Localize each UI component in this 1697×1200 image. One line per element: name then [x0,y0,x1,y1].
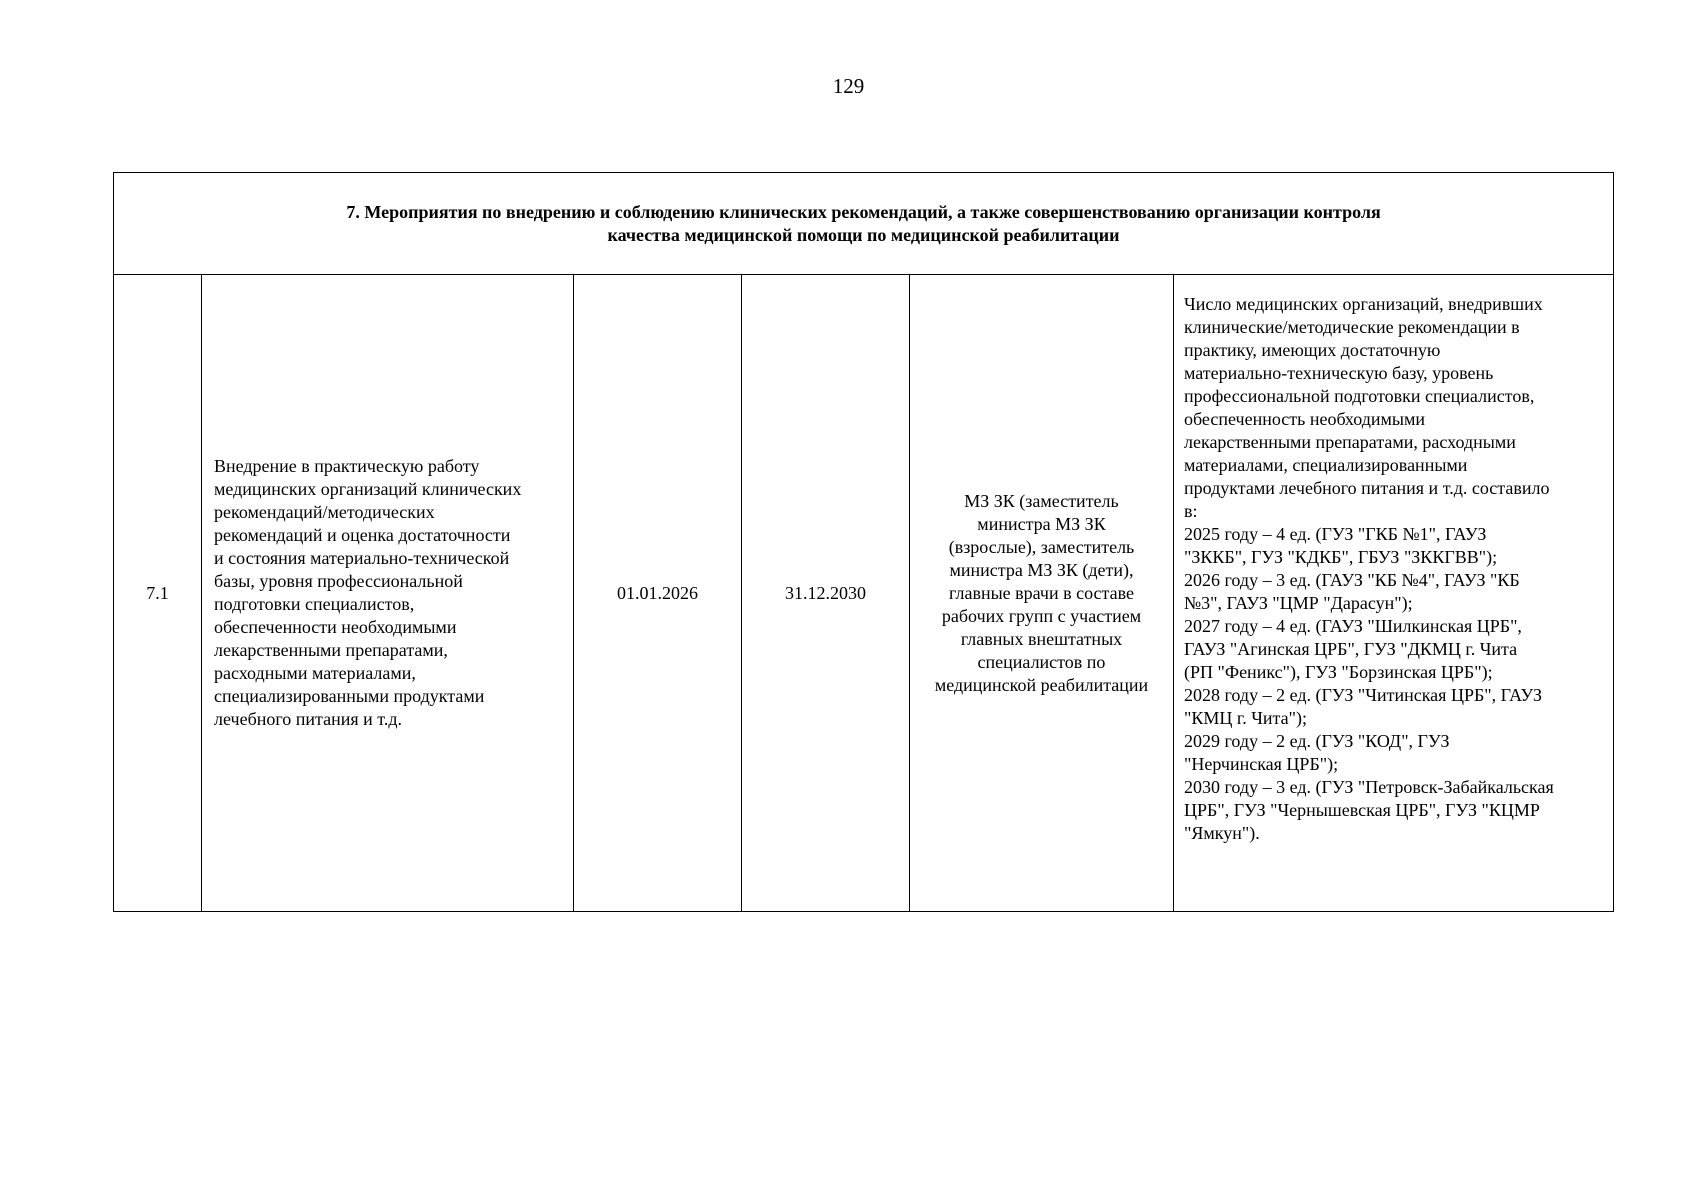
result-line: ГАУЗ "Агинская ЦРБ", ГУЗ "ДКМЦ г. Чита [1184,639,1518,659]
measures-table [113,172,1614,912]
responsible-line: министра МЗ ЗК [977,513,1106,534]
description-line: медицинских организаций клинических [214,479,522,499]
description-line: рекомендаций и оценка достаточности [214,525,511,545]
result-line: "ЗККБ", ГУЗ "КДКБ", ГБУЗ "ЗККГВВ"); [1184,547,1498,567]
end-date: 31.12.2030 [742,275,910,912]
result-line: 2026 году – 3 ед. (ГАУЗ "КБ №4", ГАУЗ "КБ [1184,570,1520,590]
description-line: подготовки специалистов, [214,594,415,614]
description-line: и состояния материально-технической [214,548,510,568]
page-number: 129 [832,74,865,98]
responsible-line: главных внештатных [960,628,1123,649]
responsible-line: главные врачи в составе [949,582,1134,603]
expected-result [1174,275,1614,912]
description-line: рекомендаций/методических [214,502,435,522]
table-row [114,275,1614,912]
result-line: 2030 году – 3 ед. (ГУЗ "Петровск-Забайкальская [1184,777,1554,797]
result-line: №3", ГАУЗ "ЦМР "Дарасун"); [1184,593,1413,613]
section-title-line: качества медицинской помощи по медицинской реабилитации [607,224,1120,245]
result-line: обеспеченность необходимыми [1184,409,1426,429]
responsible-line: (взрослые), заместитель [948,536,1135,557]
result-line: 2027 году – 4 ед. (ГАУЗ "Шилкинская ЦРБ", [1184,616,1522,636]
result-line: продуктами лечебного питания и т.д. составило [1184,478,1550,498]
result-line: клинические/методические рекомендации в [1184,317,1520,337]
description-line: Внедрение в практическую работу [214,456,480,476]
responsible-line: специалистов по [977,651,1106,672]
result-line: (РП "Феникс"), ГУЗ "Борзинская ЦРБ"); [1184,662,1493,682]
description-line: базы, уровня профессиональной [214,571,463,591]
result-line: "Ямкун"). [1184,823,1260,843]
responsible-line: медицинской реабилитации [934,674,1149,695]
description-line: обеспеченности необходимыми [214,617,457,637]
result-line: ЦРБ", ГУЗ "Чернышевская ЦРБ", ГУЗ "КЦМР [1184,800,1540,820]
responsible-line: рабочих групп с участием [941,605,1142,626]
section-title-line: 7. Мероприятия по внедрению и соблюдению клинических рекомендаций, а также совершенствованию организации контроля [346,201,1381,222]
result-line: Число медицинских организаций, внедривших [1184,294,1543,314]
result-line: в: [1184,501,1198,521]
result-line: 2029 году – 2 ед. (ГУЗ "КОД", ГУЗ [1184,731,1450,751]
responsible-line: МЗ ЗК (заместитель [964,490,1119,511]
description-line: лекарственными препаратами, [214,640,448,660]
description-line: лечебного питания и т.д. [214,709,402,729]
result-line: 2028 году – 2 ед. (ГУЗ "Читинская ЦРБ", ГАУЗ [1184,685,1543,705]
result-line: "Нерчинская ЦРБ"); [1184,754,1339,774]
row-number: 7.1 [114,275,202,912]
result-line: материалами, специализированными [1184,455,1468,475]
result-line: профессиональной подготовки специалистов, [1184,386,1535,406]
measure-description [202,275,574,912]
result-line: 2025 году – 4 ед. (ГУЗ "ГКБ №1", ГАУЗ [1184,524,1487,544]
section-header-row [114,173,1614,275]
start-date: 01.01.2026 [574,275,742,912]
description-line: специализированными продуктами [214,686,485,706]
section-title [114,173,1614,275]
result-line: практику, имеющих достаточную [1184,340,1441,360]
responsible-line: министра МЗ ЗК (дети), [949,559,1134,580]
responsible-executors [910,275,1174,912]
result-line: лекарственными препаратами, расходными [1184,432,1516,452]
result-line: "КМЦ г. Чита"); [1184,708,1307,728]
description-line: расходными материалами, [214,663,416,683]
result-line: материально-техническую базу, уровень [1184,363,1494,383]
